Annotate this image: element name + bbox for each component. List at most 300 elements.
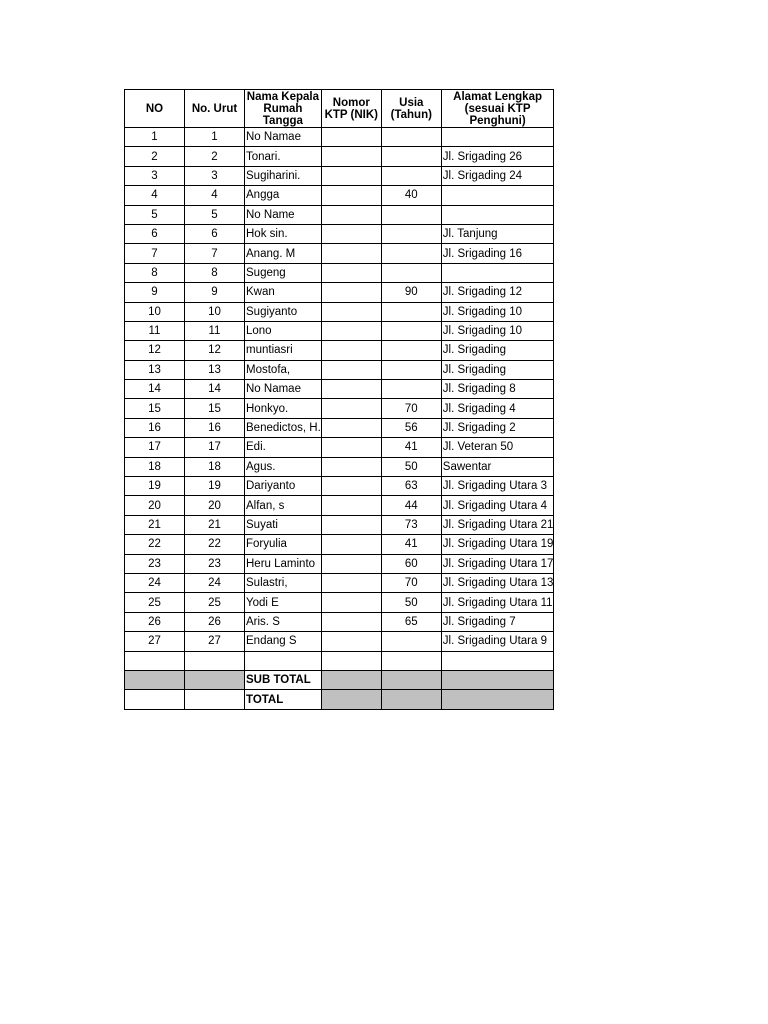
cell-nama-text: Angga xyxy=(246,189,280,202)
cell-no-urut-text: 26 xyxy=(208,615,221,628)
table-row xyxy=(125,399,554,418)
cell-alamat-text: Jl. Srigading 2 xyxy=(442,422,516,435)
cell-no-text: 10 xyxy=(148,305,161,318)
cell-no[interactable] xyxy=(125,205,185,224)
cell-alamat[interactable] xyxy=(441,263,554,282)
header-no[interactable]: NO xyxy=(125,90,185,128)
cell-no-urut-text: 4 xyxy=(211,189,218,202)
cell-alamat[interactable] xyxy=(441,554,554,573)
cell-alamat[interactable] xyxy=(441,205,554,224)
cell-no[interactable] xyxy=(125,515,185,534)
cell-no[interactable] xyxy=(125,593,185,612)
cell-no-text: 5 xyxy=(151,208,158,221)
table-row xyxy=(125,166,554,185)
cell-alamat[interactable] xyxy=(441,438,554,457)
cell-no[interactable] xyxy=(125,224,185,243)
cell-alamat-text: Jl. Srigading xyxy=(442,344,507,357)
cell-ktp[interactable] xyxy=(321,283,381,302)
cell-no-text: 16 xyxy=(148,422,161,435)
cell-usia[interactable] xyxy=(381,128,441,147)
cell-nama[interactable] xyxy=(245,573,322,592)
cell-usia[interactable] xyxy=(381,263,441,282)
cell-usia[interactable] xyxy=(381,457,441,476)
cell-alamat[interactable] xyxy=(441,360,554,379)
table-row xyxy=(125,380,554,399)
cell-usia[interactable] xyxy=(381,302,441,321)
cell-no-urut-text: 5 xyxy=(211,208,218,221)
table-row xyxy=(125,186,554,205)
cell-no-text: 4 xyxy=(151,189,158,202)
cell-alamat[interactable] xyxy=(441,477,554,496)
cell-no-urut[interactable] xyxy=(185,341,245,360)
cell-ktp[interactable] xyxy=(321,224,381,243)
cell-alamat[interactable] xyxy=(441,535,554,554)
cell-no-urut[interactable] xyxy=(185,438,245,457)
cell-usia[interactable] xyxy=(381,283,441,302)
cell-no-urut-text: 19 xyxy=(208,480,221,493)
header-nama[interactable]: Nama Kepala Rumah Tangga xyxy=(245,90,322,128)
cell-no-urut[interactable] xyxy=(185,283,245,302)
table-row xyxy=(125,147,554,166)
cell-alamat-text: Jl. Srigading Utara 3 xyxy=(442,480,547,493)
cell-ktp[interactable] xyxy=(321,554,381,573)
cell-no-text: 11 xyxy=(148,325,161,338)
cell-ktp[interactable] xyxy=(321,380,381,399)
total-alamat-cell[interactable] xyxy=(441,690,554,709)
cell-usia[interactable] xyxy=(381,554,441,573)
cell-nama-text: Lono xyxy=(246,325,272,338)
cell-no-urut-text: 6 xyxy=(211,228,218,241)
cell-ktp[interactable] xyxy=(321,535,381,554)
cell-no[interactable] xyxy=(125,283,185,302)
cell-no-text: 23 xyxy=(148,557,161,570)
sub-total-alamat-cell[interactable] xyxy=(441,670,554,689)
table-row xyxy=(125,128,554,147)
cell-nama[interactable] xyxy=(245,341,322,360)
cell-ktp[interactable] xyxy=(321,477,381,496)
cell-nama-text: muntiasri xyxy=(246,344,293,357)
cell-alamat[interactable] xyxy=(441,166,554,185)
cell-no[interactable] xyxy=(125,535,185,554)
cell-no-urut[interactable] xyxy=(185,263,245,282)
cell-ktp[interactable] xyxy=(321,321,381,340)
table-cell[interactable] xyxy=(125,690,185,709)
cell-no-urut[interactable] xyxy=(185,399,245,418)
table-row xyxy=(125,283,554,302)
cell-nama[interactable] xyxy=(245,128,322,147)
cell-no[interactable] xyxy=(125,263,185,282)
cell-no-urut[interactable] xyxy=(185,302,245,321)
cell-nama[interactable] xyxy=(245,457,322,476)
cell-no-urut[interactable] xyxy=(185,593,245,612)
cell-no[interactable] xyxy=(125,321,185,340)
cell-usia[interactable] xyxy=(381,515,441,534)
cell-ktp[interactable] xyxy=(321,573,381,592)
cell-no[interactable] xyxy=(125,496,185,515)
header-no-urut[interactable]: No. Urut xyxy=(185,90,245,128)
cell-ktp[interactable] xyxy=(321,612,381,631)
cell-no-text: 12 xyxy=(148,344,161,357)
cell-no-urut[interactable] xyxy=(185,632,245,651)
cell-usia[interactable] xyxy=(381,244,441,263)
cell-no[interactable] xyxy=(125,612,185,631)
cell-alamat-text: Jl. Srigading 26 xyxy=(442,150,523,163)
household-table xyxy=(124,89,554,710)
cell-alamat-text: Jl. Srigading Utara 17 xyxy=(442,557,554,570)
cell-nama-text: Tonari. xyxy=(246,150,281,163)
table-row xyxy=(125,496,554,515)
cell-nama[interactable] xyxy=(245,496,322,515)
table-cell[interactable] xyxy=(381,651,441,670)
table-cell[interactable] xyxy=(125,670,185,689)
cell-alamat[interactable] xyxy=(441,418,554,437)
empty-row xyxy=(125,651,554,670)
cell-alamat-text: Jl. Veteran 50 xyxy=(442,441,514,454)
cell-alamat-text: Jl. Srigading 10 xyxy=(442,305,523,318)
cell-ktp[interactable] xyxy=(321,515,381,534)
cell-ktp[interactable] xyxy=(321,263,381,282)
cell-no-text: 9 xyxy=(151,286,158,299)
spreadsheet-sheet xyxy=(124,89,554,710)
cell-no-urut-text: 24 xyxy=(208,577,221,590)
cell-usia[interactable] xyxy=(381,632,441,651)
cell-no-urut-text: 13 xyxy=(208,363,221,376)
cell-nama[interactable] xyxy=(245,205,322,224)
table-cell[interactable] xyxy=(125,651,185,670)
cell-no-urut[interactable] xyxy=(185,321,245,340)
cell-ktp[interactable] xyxy=(321,418,381,437)
cell-no-urut[interactable] xyxy=(185,186,245,205)
cell-no-urut[interactable] xyxy=(185,554,245,573)
cell-usia[interactable] xyxy=(381,341,441,360)
cell-ktp[interactable] xyxy=(321,128,381,147)
cell-ktp[interactable] xyxy=(321,302,381,321)
cell-no[interactable] xyxy=(125,186,185,205)
cell-no-text: 25 xyxy=(148,596,161,609)
total-label[interactable]: TOTAL xyxy=(245,690,322,709)
cell-no-text: 3 xyxy=(151,169,158,182)
cell-alamat[interactable] xyxy=(441,515,554,534)
cell-usia[interactable] xyxy=(381,166,441,185)
cell-no[interactable] xyxy=(125,166,185,185)
cell-no-text: 18 xyxy=(148,460,161,473)
header-usia[interactable]: Usia (Tahun) xyxy=(381,90,441,128)
cell-no-urut[interactable] xyxy=(185,496,245,515)
cell-nama[interactable] xyxy=(245,283,322,302)
cell-no[interactable] xyxy=(125,360,185,379)
cell-no-urut-text: 10 xyxy=(208,305,221,318)
cell-no-urut[interactable] xyxy=(185,573,245,592)
cell-nama[interactable] xyxy=(245,632,322,651)
cell-ktp[interactable] xyxy=(321,632,381,651)
table-cell[interactable] xyxy=(441,651,554,670)
table-cell[interactable] xyxy=(321,651,381,670)
cell-ktp[interactable] xyxy=(321,205,381,224)
cell-no-urut[interactable] xyxy=(185,205,245,224)
cell-alamat-text: Jl. Srigading 16 xyxy=(442,247,523,260)
cell-no-urut-text: 15 xyxy=(208,402,221,415)
cell-no-urut[interactable] xyxy=(185,535,245,554)
cell-no-urut-text: 21 xyxy=(208,519,221,531)
cell-alamat[interactable] xyxy=(441,612,554,631)
cell-nama[interactable] xyxy=(245,418,322,437)
table-row xyxy=(125,515,554,534)
cell-no-text: 2 xyxy=(151,150,158,163)
cell-usia[interactable] xyxy=(381,573,441,592)
cell-usia[interactable] xyxy=(381,535,441,554)
sub-total-row xyxy=(125,670,554,689)
cell-usia-text: 56 xyxy=(404,422,418,435)
cell-no[interactable] xyxy=(125,554,185,573)
cell-alamat-text: Jl. Srigading xyxy=(442,363,507,376)
cell-nama[interactable] xyxy=(245,224,322,243)
cell-nama-text: Sugeng xyxy=(246,266,286,279)
cell-no-urut[interactable] xyxy=(185,612,245,631)
cell-ktp[interactable] xyxy=(321,496,381,515)
cell-nama[interactable] xyxy=(245,380,322,399)
table-cell[interactable] xyxy=(185,651,245,670)
cell-usia[interactable] xyxy=(381,418,441,437)
cell-no[interactable] xyxy=(125,128,185,147)
cell-nama[interactable] xyxy=(245,244,322,263)
cell-no[interactable] xyxy=(125,341,185,360)
cell-nama[interactable] xyxy=(245,593,322,612)
total-usia-cell[interactable] xyxy=(381,690,441,709)
cell-no[interactable] xyxy=(125,244,185,263)
cell-alamat[interactable] xyxy=(441,573,554,592)
cell-no-urut[interactable] xyxy=(185,515,245,534)
header-alamat[interactable]: Alamat Lengkap (sesuai KTP Penghuni) xyxy=(441,90,554,128)
cell-ktp[interactable] xyxy=(321,399,381,418)
cell-nama[interactable] xyxy=(245,438,322,457)
cell-no-urut[interactable] xyxy=(185,380,245,399)
table-row xyxy=(125,360,554,379)
cell-ktp[interactable] xyxy=(321,244,381,263)
cell-no-urut-text: 11 xyxy=(208,325,221,338)
cell-ktp[interactable] xyxy=(321,166,381,185)
table-row xyxy=(125,321,554,340)
cell-no-urut-text: 22 xyxy=(208,538,221,551)
total-ktp-cell[interactable] xyxy=(321,690,381,709)
cell-usia[interactable] xyxy=(381,496,441,515)
cell-usia[interactable] xyxy=(381,438,441,457)
cell-no-text: 19 xyxy=(148,480,161,493)
table-row xyxy=(125,244,554,263)
cell-usia-text: 60 xyxy=(404,557,418,570)
cell-no[interactable] xyxy=(125,477,185,496)
table-row xyxy=(125,224,554,243)
cell-nama-text: Sugiharini. xyxy=(246,169,301,182)
cell-no-urut[interactable] xyxy=(185,224,245,243)
cell-nama[interactable] xyxy=(245,477,322,496)
cell-nama-text: Benedictos, H. xyxy=(246,422,321,435)
cell-usia[interactable] xyxy=(381,321,441,340)
cell-no-urut-text: 23 xyxy=(208,557,221,570)
cell-alamat-text: Sawentar xyxy=(442,460,492,473)
cell-ktp[interactable] xyxy=(321,186,381,205)
cell-no-urut[interactable] xyxy=(185,360,245,379)
cell-alamat-text: Jl. Srigading 7 xyxy=(442,615,516,628)
cell-no[interactable] xyxy=(125,457,185,476)
cell-no-text: 7 xyxy=(151,247,158,260)
cell-no[interactable] xyxy=(125,147,185,166)
cell-alamat-text: Jl. Srigading 12 xyxy=(442,286,523,299)
cell-no-urut[interactable] xyxy=(185,477,245,496)
cell-nama[interactable] xyxy=(245,147,322,166)
cell-usia-text: 40 xyxy=(404,189,418,202)
cell-nama-text: Edi. xyxy=(246,441,266,454)
table-row xyxy=(125,632,554,651)
cell-usia[interactable] xyxy=(381,477,441,496)
cell-nama[interactable] xyxy=(245,263,322,282)
cell-ktp[interactable] xyxy=(321,438,381,457)
cell-nama[interactable] xyxy=(245,321,322,340)
cell-alamat[interactable] xyxy=(441,399,554,418)
cell-no[interactable] xyxy=(125,380,185,399)
cell-no-text: 27 xyxy=(148,635,161,648)
cell-no-urut-text: 27 xyxy=(208,635,221,648)
table-row xyxy=(125,477,554,496)
cell-no-urut[interactable] xyxy=(185,166,245,185)
table-row xyxy=(125,341,554,360)
cell-no[interactable] xyxy=(125,438,185,457)
sub-total-usia-cell[interactable] xyxy=(381,670,441,689)
sub-total-ktp-cell[interactable] xyxy=(321,670,381,689)
cell-no[interactable] xyxy=(125,418,185,437)
cell-nama[interactable] xyxy=(245,360,322,379)
cell-usia[interactable] xyxy=(381,399,441,418)
cell-alamat-text: Jl. Srigading 10 xyxy=(442,325,523,338)
table-row xyxy=(125,302,554,321)
cell-alamat[interactable] xyxy=(441,457,554,476)
cell-alamat[interactable] xyxy=(441,321,554,340)
cell-no-urut-text: 16 xyxy=(208,422,221,435)
cell-nama-text: No Name xyxy=(246,208,295,221)
table-row xyxy=(125,205,554,224)
cell-nama[interactable] xyxy=(245,186,322,205)
cell-ktp[interactable] xyxy=(321,457,381,476)
cell-nama[interactable] xyxy=(245,535,322,554)
cell-nama[interactable] xyxy=(245,515,322,534)
cell-usia[interactable] xyxy=(381,186,441,205)
cell-nama[interactable] xyxy=(245,302,322,321)
cell-nama-text: Foryulia xyxy=(246,538,287,551)
cell-usia[interactable] xyxy=(381,593,441,612)
cell-nama-text: Kwan xyxy=(246,286,275,299)
cell-nama-text: No Namae xyxy=(246,383,301,396)
cell-ktp[interactable] xyxy=(321,341,381,360)
cell-alamat[interactable] xyxy=(441,224,554,243)
cell-nama-text: Aris. S xyxy=(246,615,280,628)
cell-nama-text: Endang S xyxy=(246,635,297,648)
cell-no-urut-text: 12 xyxy=(208,344,221,357)
cell-no-text: 22 xyxy=(148,538,161,551)
cell-nama[interactable] xyxy=(245,612,322,631)
cell-nama-text: Yodi E xyxy=(246,596,279,609)
header-ktp[interactable]: Nomor KTP (NIK) xyxy=(321,90,381,128)
total-row xyxy=(125,690,554,709)
cell-alamat[interactable] xyxy=(441,186,554,205)
table-cell[interactable] xyxy=(245,651,322,670)
cell-alamat-text: Jl. Srigading Utara 21 xyxy=(442,519,554,531)
cell-nama[interactable] xyxy=(245,166,322,185)
cell-alamat[interactable] xyxy=(441,302,554,321)
cell-alamat-text: Jl. Srigading 4 xyxy=(442,402,516,415)
cell-no-urut-text: 25 xyxy=(208,596,221,609)
cell-no-urut[interactable] xyxy=(185,244,245,263)
cell-ktp[interactable] xyxy=(321,147,381,166)
cell-nama[interactable] xyxy=(245,554,322,573)
cell-alamat[interactable] xyxy=(441,380,554,399)
cell-nama-text: Suyati xyxy=(246,519,278,531)
cell-usia-text: 73 xyxy=(404,519,418,531)
cell-usia-text: 70 xyxy=(404,577,418,590)
table-cell[interactable] xyxy=(185,690,245,709)
sub-total-label[interactable]: SUB TOTAL xyxy=(245,670,322,689)
cell-nama-text: Heru Laminto xyxy=(246,557,316,570)
table-row xyxy=(125,263,554,282)
cell-usia-text: 65 xyxy=(404,615,418,628)
cell-nama-text: Mostofa, xyxy=(246,363,291,376)
table-row xyxy=(125,438,554,457)
cell-no-text: 15 xyxy=(148,402,161,415)
cell-no-text: 8 xyxy=(151,266,158,279)
cell-no-urut-text: 2 xyxy=(211,150,218,163)
cell-alamat[interactable] xyxy=(441,128,554,147)
cell-alamat-text: Jl. Srigading Utara 4 xyxy=(442,499,547,512)
cell-alamat[interactable] xyxy=(441,244,554,263)
cell-alamat[interactable] xyxy=(441,632,554,651)
cell-usia[interactable] xyxy=(381,224,441,243)
cell-usia[interactable] xyxy=(381,612,441,631)
cell-usia[interactable] xyxy=(381,147,441,166)
cell-no[interactable] xyxy=(125,632,185,651)
cell-alamat-text: Jl. Srigading 24 xyxy=(442,169,523,182)
cell-usia-text: 63 xyxy=(404,480,418,493)
cell-no-urut[interactable] xyxy=(185,418,245,437)
cell-usia[interactable] xyxy=(381,360,441,379)
cell-nama[interactable] xyxy=(245,399,322,418)
cell-no-urut[interactable] xyxy=(185,147,245,166)
cell-alamat[interactable] xyxy=(441,147,554,166)
table-cell[interactable] xyxy=(185,670,245,689)
cell-no[interactable] xyxy=(125,399,185,418)
cell-no[interactable] xyxy=(125,302,185,321)
cell-ktp[interactable] xyxy=(321,360,381,379)
cell-no-urut-text: 3 xyxy=(211,169,218,182)
cell-no-text: 21 xyxy=(148,519,161,531)
cell-usia-text: 41 xyxy=(404,538,418,551)
cell-usia[interactable] xyxy=(381,205,441,224)
cell-no-urut[interactable] xyxy=(185,457,245,476)
cell-no[interactable] xyxy=(125,573,185,592)
cell-alamat[interactable] xyxy=(441,593,554,612)
cell-no-urut[interactable] xyxy=(185,128,245,147)
cell-alamat[interactable] xyxy=(441,341,554,360)
cell-no-urut-text: 7 xyxy=(211,247,218,260)
cell-ktp[interactable] xyxy=(321,593,381,612)
cell-no-urut-text: 17 xyxy=(208,441,221,454)
table-body xyxy=(125,128,554,710)
cell-usia[interactable] xyxy=(381,380,441,399)
cell-no-text: 24 xyxy=(148,577,161,590)
cell-usia-text: 70 xyxy=(404,402,418,415)
cell-no-text: 20 xyxy=(148,499,161,512)
cell-alamat[interactable] xyxy=(441,496,554,515)
cell-no-urut-text: 9 xyxy=(211,286,218,299)
cell-alamat[interactable] xyxy=(441,283,554,302)
cell-alamat-text: Jl. Srigading Utara 19 xyxy=(442,538,554,551)
